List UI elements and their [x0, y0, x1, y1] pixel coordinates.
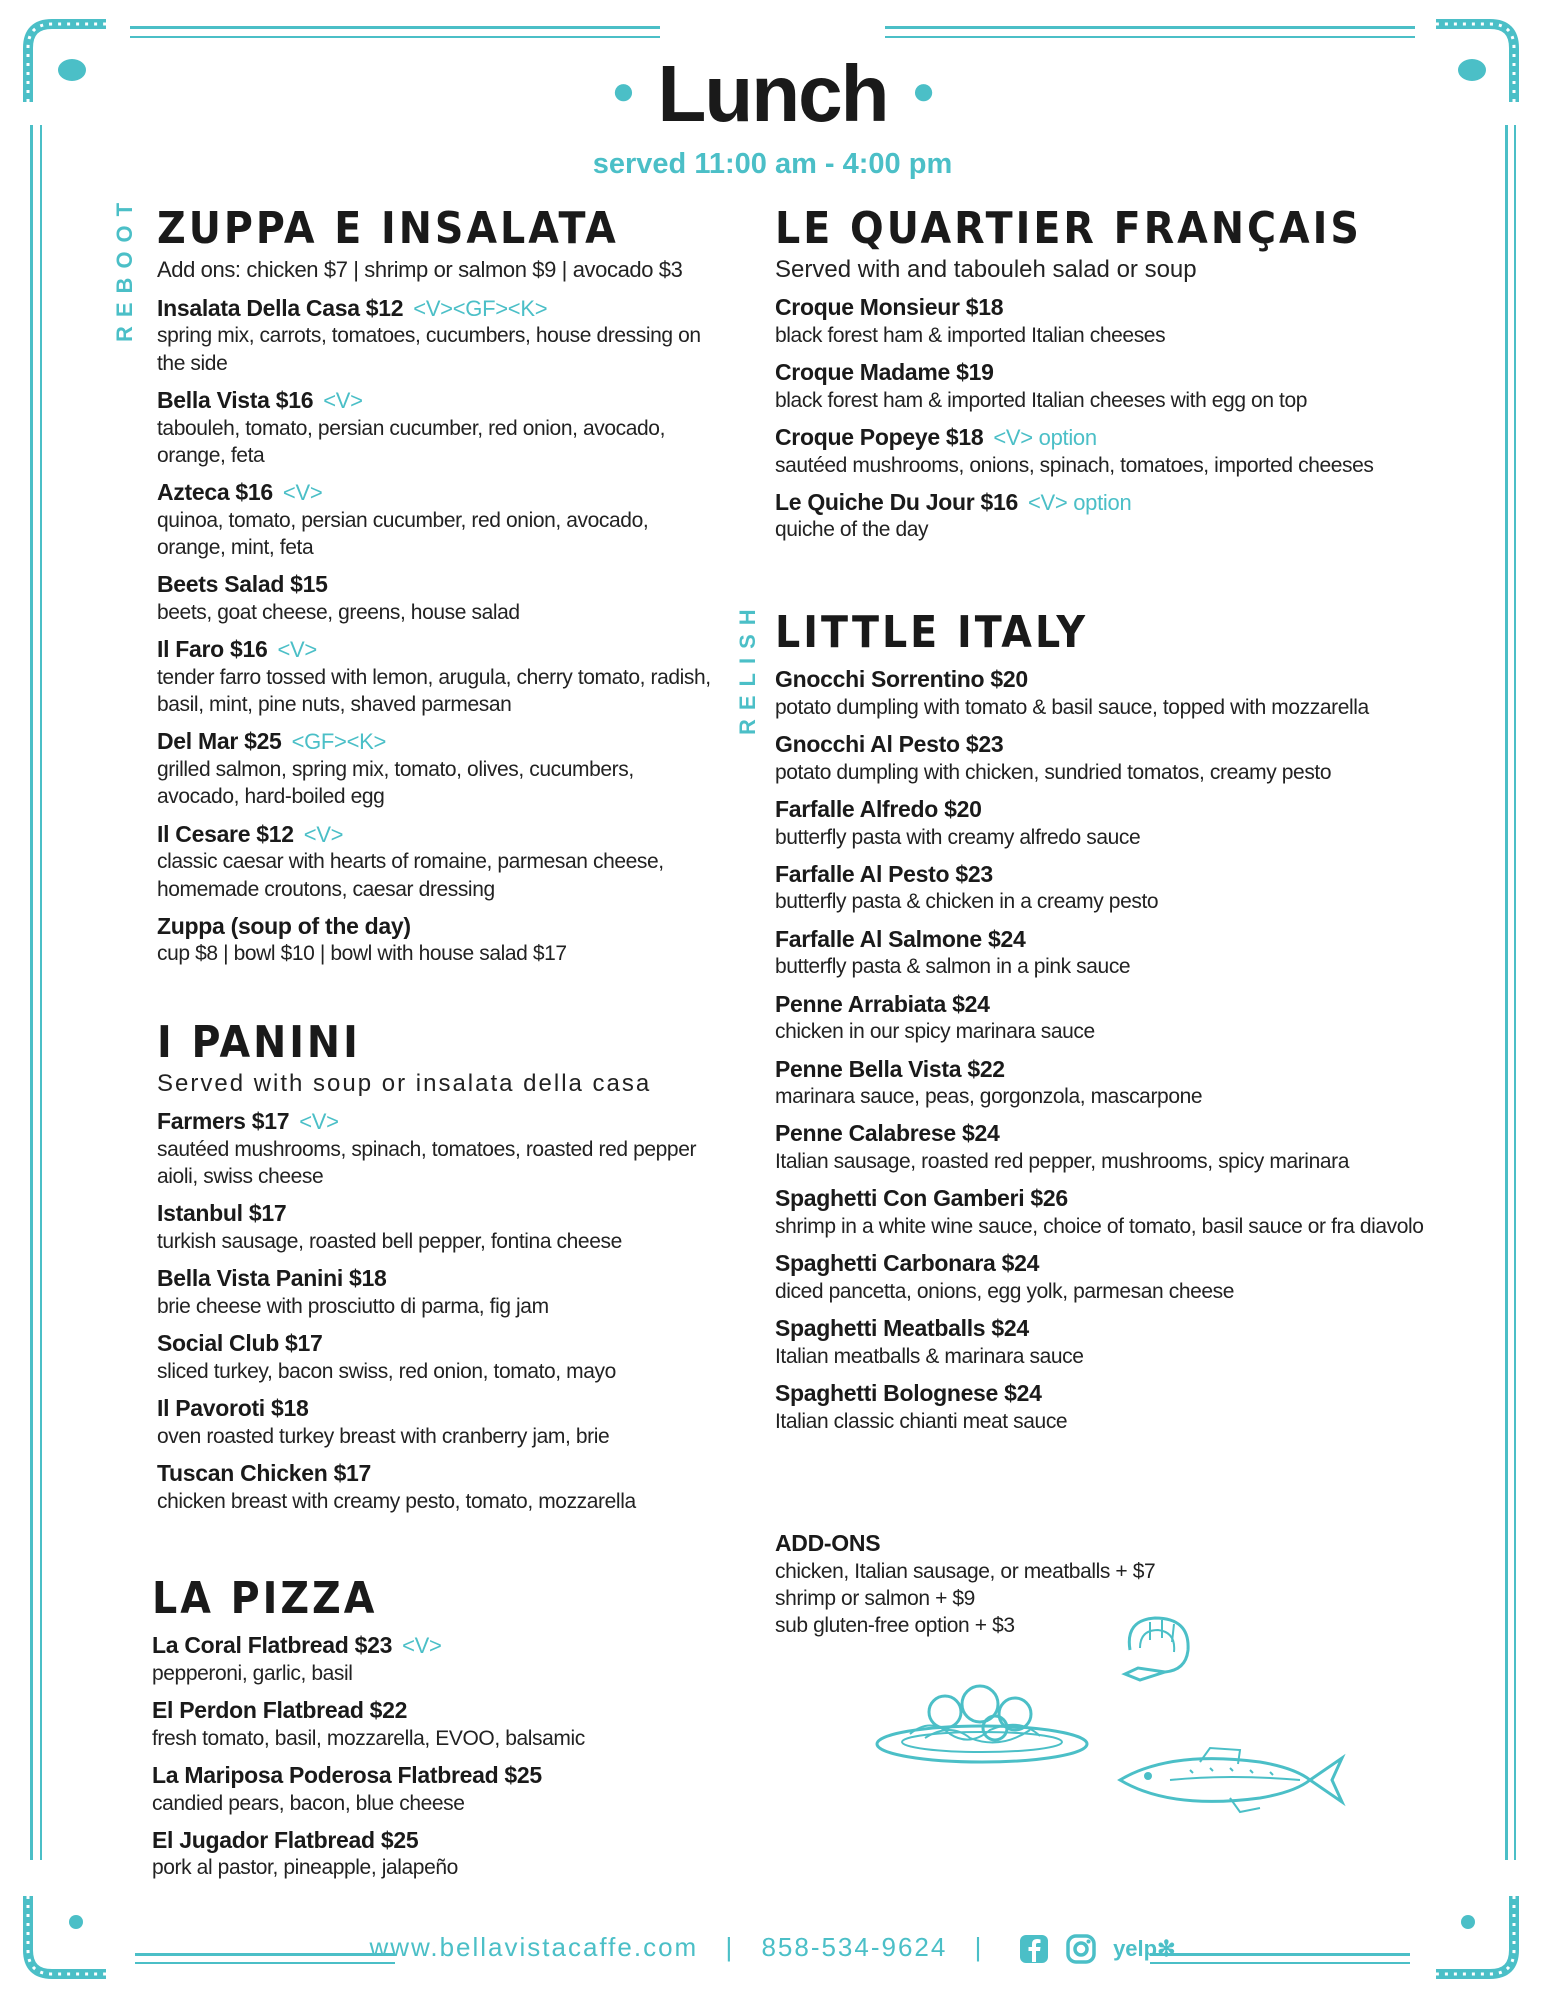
menu-item-description: marinara sauce, peas, gorgonzola, mascarpone: [775, 1085, 1203, 1109]
menu-item: [775, 424, 1455, 479]
menu-item-description: fresh tomato, basil, mozzarella, EVOO, balsamic: [152, 1726, 585, 1750]
side-label-reboot: REBOOT: [112, 193, 137, 342]
menu-item-name: [157, 821, 717, 849]
menu-item-description: turkish sausage, roasted bell pepper, fontina cheese: [157, 1229, 622, 1253]
menu-item: [157, 636, 717, 718]
section-heading: LITTLE ITALY: [775, 607, 1088, 658]
menu-item-name: [775, 796, 1455, 824]
addons-line: shrimp or salmon + $9: [775, 1586, 975, 1610]
menu-item-name-text: La Coral Flatbread $23: [152, 1632, 393, 1659]
menu-item: [775, 796, 1455, 851]
menu-item: [775, 666, 1455, 721]
menu-item: [157, 1265, 717, 1320]
menu-item: [152, 1762, 712, 1817]
menu-item-name: [157, 913, 717, 941]
section-panini: [157, 1017, 717, 1515]
menu-item-description: butterfly pasta & chicken in a creamy pesto: [775, 890, 1159, 914]
menu-item-name: [157, 1200, 717, 1228]
menu-item: [157, 1200, 717, 1255]
menu-item-description: diced pancetta, onions, egg yolk, parmesan cheese: [775, 1279, 1235, 1303]
menu-item-name: [775, 1120, 1455, 1148]
menu-item-name-text: Croque Popeye $18: [775, 423, 984, 450]
section-subtitle: Served with and tabouleh salad or soup: [775, 256, 1197, 284]
menu-item-description: sautéed mushrooms, onions, spinach, tomatoes, imported cheeses: [775, 453, 1374, 477]
menu-item-name-text: Penne Arrabiata $24: [775, 990, 990, 1017]
menu-item-name-text: Farfalle Al Salmone $24: [775, 925, 1026, 952]
menu-item-name-text: Gnocchi Sorrentino $20: [775, 666, 1028, 693]
section-pizza: [152, 1573, 712, 1882]
menu-item-name-text: Insalata Della Casa $12: [157, 294, 404, 321]
menu-item: [775, 359, 1455, 414]
page-title-text: Lunch: [657, 49, 888, 138]
menu-item-name: [775, 991, 1455, 1019]
menu-item-name-text: Spaghetti Carbonara $24: [775, 1250, 1040, 1277]
menu-item-name-text: Spaghetti Meatballs $24: [775, 1315, 1029, 1342]
menu-item: [775, 1380, 1455, 1435]
menu-item-name: [775, 666, 1455, 694]
dietary-tags: <V>: [299, 1109, 339, 1135]
frame-left-line: [30, 125, 33, 1860]
menu-item-name-text: Il Faro $16: [157, 636, 268, 663]
menu-item-description: classic caesar with hearts of romaine, parmesan cheese, homemade croutons, caesar dressing: [157, 850, 664, 901]
addons-line: sub gluten-free option + $3: [775, 1614, 1015, 1638]
menu-item-name: [775, 359, 1455, 387]
menu-item: [775, 991, 1455, 1046]
menu-item: [152, 1697, 712, 1752]
menu-item-name: [157, 295, 717, 323]
addons-heading: ADD-ONS: [775, 1530, 881, 1556]
menu-item: [157, 1395, 717, 1450]
menu-item-list: [775, 666, 1455, 1435]
menu-item: [157, 571, 717, 626]
menu-item-description: candied pears, bacon, blue cheese: [152, 1791, 465, 1815]
menu-item-name-text: Croque Monsieur $18: [775, 294, 1004, 321]
dietary-tags: <V> option: [993, 424, 1097, 450]
menu-item-description: brie cheese with prosciutto di parma, fig jam: [157, 1294, 549, 1318]
dietary-tags: <V><GF><K>: [413, 295, 548, 321]
menu-item-name: [157, 571, 717, 599]
menu-item-name: [157, 479, 717, 507]
menu-item: [157, 1460, 717, 1515]
dietary-tags: <GF><K>: [291, 729, 387, 755]
section-francais: [775, 203, 1455, 544]
menu-item-name: [775, 1315, 1455, 1343]
menu-item-name-text: Azteca $16: [157, 479, 273, 506]
menu-item-list: [157, 295, 717, 968]
website-link[interactable]: www.bellavistacaffe.com: [369, 1932, 699, 1962]
menu-item-name: [775, 926, 1455, 954]
footer-divider: |: [725, 1932, 735, 1962]
menu-item-description: cup $8 | bowl $10 | bowl with house salad $17: [157, 942, 567, 966]
side-label-relish: RELISH: [735, 600, 760, 735]
menu-item-description: pork al pastor, pineapple, jalapeño: [152, 1856, 458, 1880]
menu-item-description: quinoa, tomato, persian cucumber, red onion, avocado, orange, mint, feta: [157, 508, 649, 560]
menu-item-name: [775, 294, 1455, 322]
yelp-icon[interactable]: [1113, 1936, 1175, 1962]
menu-item-name-text: Il Cesare $12: [157, 820, 294, 847]
section-heading: ZUPPA E INSALATA: [157, 203, 619, 254]
menu-item: [152, 1827, 712, 1882]
menu-item: [157, 1108, 717, 1190]
yelp-burst-icon: ✻: [1157, 1936, 1176, 1962]
menu-item-name: [775, 731, 1455, 759]
menu-item: [775, 1056, 1455, 1111]
menu-item-name: [157, 1395, 717, 1423]
menu-item-description: shrimp in a white wine sauce, choice of tomato, basil sauce or fra diavolo: [775, 1214, 1424, 1238]
facebook-icon[interactable]: [1019, 1934, 1049, 1964]
menu-item: [152, 1632, 712, 1687]
pasta-plate-illustration: [870, 1672, 1095, 1772]
menu-item-name: [157, 387, 717, 415]
addons-line: chicken, Italian sausage, or meatballs + $7: [775, 1559, 1156, 1583]
dietary-tags: <V>: [402, 1633, 442, 1659]
menu-item: [775, 489, 1455, 544]
menu-item-name-text: La Mariposa Poderosa Flatbread $25: [152, 1761, 542, 1788]
menu-item-description: tabouleh, tomato, persian cucumber, red onion, avocado, orange, feta: [157, 416, 666, 467]
menu-item-name-text: Farfalle Al Pesto $23: [775, 860, 993, 887]
menu-item: [775, 1250, 1455, 1305]
fish-illustration: [1110, 1740, 1350, 1820]
menu-item: [157, 479, 717, 561]
frame-left-line-inner: [40, 125, 42, 1860]
section-subtitle: Served with soup or insalata della casa: [157, 1070, 652, 1098]
menu-item-description: butterfly pasta with creamy alfredo sauce: [775, 825, 1141, 849]
frame-right-line: [1505, 125, 1508, 1860]
menu-item-name-text: Farmers $17: [157, 1108, 290, 1135]
menu-item-name-text: Penne Calabrese $24: [775, 1120, 1000, 1147]
frame-top-line-right: [885, 26, 1415, 29]
menu-item-name: [775, 861, 1455, 889]
shrimp-illustration: [1110, 1610, 1200, 1690]
menu-item-description: black forest ham & imported Italian cheeses with egg on top: [775, 388, 1308, 412]
menu-item: [157, 821, 717, 903]
menu-item: [775, 861, 1455, 916]
menu-item-name-text: Istanbul $17: [157, 1200, 287, 1227]
menu-item-description: beets, goat cheese, greens, house salad: [157, 600, 520, 624]
yelp-label: yelp: [1113, 1936, 1158, 1962]
menu-item-description: potato dumpling with tomato & basil sauce, topped with mozzarella: [775, 695, 1369, 719]
menu-item-name-text: El Perdon Flatbread $22: [152, 1697, 408, 1724]
menu-item: [157, 295, 717, 377]
dietary-tags: <V>: [303, 821, 344, 847]
section-little-italy: [775, 607, 1455, 1435]
section-addons: [775, 1530, 1275, 1639]
menu-item-name: [157, 1108, 717, 1136]
menu-item-list: [157, 1108, 717, 1515]
menu-item-name-text: Bella Vista $16: [157, 386, 314, 413]
menu-item-name: [152, 1827, 712, 1855]
menu-item-name-text: Zuppa (soup of the day): [157, 912, 411, 939]
footer: [0, 1932, 1545, 1964]
menu-item-description: pepperoni, garlic, basil: [152, 1661, 353, 1685]
footer-divider: |: [974, 1932, 984, 1962]
menu-item-name-text: Social Club $17: [157, 1330, 323, 1357]
dietary-tags: <V>: [323, 387, 363, 413]
menu-item: [775, 1185, 1455, 1240]
section-heading: LE QUARTIER FRANÇAIS: [775, 203, 1362, 254]
menu-item: [157, 1330, 717, 1385]
menu-item-description: Italian classic chianti meat sauce: [775, 1409, 1068, 1433]
menu-item-name-text: Gnocchi Al Pesto $23: [775, 731, 1004, 758]
menu-item-name-text: Del Mar $25: [157, 728, 282, 755]
frame-top-line-left-inner: [130, 36, 660, 38]
menu-item-description: oven roasted turkey breast with cranberry jam, brie: [157, 1424, 610, 1448]
menu-item-name-text: Farfalle Alfredo $20: [775, 795, 982, 822]
dietary-tags: <V>: [282, 480, 323, 506]
menu-item-description: quiche of the day: [775, 518, 929, 542]
menu-item-name: [775, 1056, 1455, 1084]
menu-item-name: [152, 1697, 712, 1725]
menu-item: [157, 387, 717, 469]
title-dot-left: ●: [611, 69, 634, 114]
menu-item: [775, 1315, 1455, 1370]
menu-item-list: [775, 294, 1455, 544]
menu-item-description: butterfly pasta & salmon in a pink sauce: [775, 955, 1131, 979]
frame-top-line-left: [130, 26, 660, 29]
menu-item-name: [775, 1250, 1455, 1278]
menu-item-description: chicken breast with creamy pesto, tomato, mozzarella: [157, 1489, 636, 1513]
menu-item-name-text: Penne Bella Vista $22: [775, 1055, 1005, 1082]
section-heading: LA PIZZA: [152, 1573, 378, 1624]
phone-number[interactable]: 858-534-9624: [761, 1932, 948, 1962]
menu-item-name: [152, 1632, 712, 1660]
menu-item: [157, 913, 717, 968]
menu-item-name: [775, 424, 1455, 452]
menu-item-description: grilled salmon, spring mix, tomato, olives, cucumbers, avocado, hard-boiled egg: [157, 758, 634, 809]
menu-item-name: [157, 728, 717, 756]
menu-item-name-text: El Jugador Flatbread $25: [152, 1826, 419, 1853]
frame-right-line-inner: [1514, 125, 1516, 1860]
menu-item-name-text: Bella Vista Panini $18: [157, 1265, 387, 1292]
menu-item-list: [152, 1632, 712, 1882]
section-heading: I PANINI: [157, 1017, 361, 1068]
frame-top-line-right-inner: [885, 36, 1415, 38]
menu-item-name-text: Spaghetti Bolognese $24: [775, 1379, 1042, 1406]
menu-item-description: chicken in our spicy marinara sauce: [775, 1020, 1095, 1044]
dietary-tags: <V>: [277, 637, 317, 663]
menu-item: [775, 1120, 1455, 1175]
menu-item-description: sliced turkey, bacon swiss, red onion, tomato, mayo: [157, 1359, 616, 1383]
menu-item-name-text: Beets Salad $15: [157, 571, 328, 598]
menu-item-name-text: Croque Madame $19: [775, 359, 994, 386]
menu-item: [775, 731, 1455, 786]
menu-item-description: potato dumpling with chicken, sundried tomatos, creamy pesto: [775, 760, 1332, 784]
dietary-tags: <V> option: [1027, 489, 1132, 515]
menu-item-name: [775, 1185, 1455, 1213]
instagram-icon[interactable]: [1066, 1934, 1096, 1964]
menu-item-name-text: Il Pavoroti $18: [157, 1395, 309, 1422]
section-zuppa: [157, 203, 717, 968]
menu-item-name: [157, 1330, 717, 1358]
menu-item-name: [157, 1265, 717, 1293]
menu-item-description: Italian meatballs & marinara sauce: [775, 1344, 1084, 1368]
menu-item-description: Italian sausage, roasted red pepper, mushrooms, spicy marinara: [775, 1150, 1350, 1174]
menu-item-name-text: Spaghetti Con Gamberi $26: [775, 1185, 1068, 1212]
menu-item: [157, 728, 717, 810]
menu-item: [775, 294, 1455, 349]
menu-item: [775, 926, 1455, 981]
menu-item-description: black forest ham & imported Italian cheeses: [775, 323, 1166, 347]
menu-item-name: [775, 1380, 1455, 1408]
menu-item-name: [157, 636, 717, 664]
menu-item-description: sautéed mushrooms, spinach, tomatoes, roasted red pepper aioli, swiss cheese: [157, 1137, 697, 1189]
menu-item-description: tender farro tossed with lemon, arugula, cherry tomato, radish, basil, mint, pine nuts, shaved parmesan: [157, 665, 711, 717]
hours-subtitle: served 11:00 am - 4:00 pm: [592, 148, 953, 180]
menu-item-name: [157, 1460, 717, 1488]
menu-item-name-text: Tuscan Chicken $17: [157, 1459, 372, 1486]
zuppa-addons: Add ons: chicken $7 | shrimp or salmon $9 | avocado $3: [157, 257, 683, 283]
menu-item-description: spring mix, carrots, tomatoes, cucumbers, house dressing on the side: [157, 324, 701, 375]
menu-item-name: [152, 1762, 712, 1790]
menu-item-name: [775, 489, 1455, 517]
title-dot-right: ●: [911, 69, 934, 114]
menu-item-name-text: Le Quiche Du Jour $16: [775, 488, 1018, 515]
page-title: [0, 48, 1545, 140]
